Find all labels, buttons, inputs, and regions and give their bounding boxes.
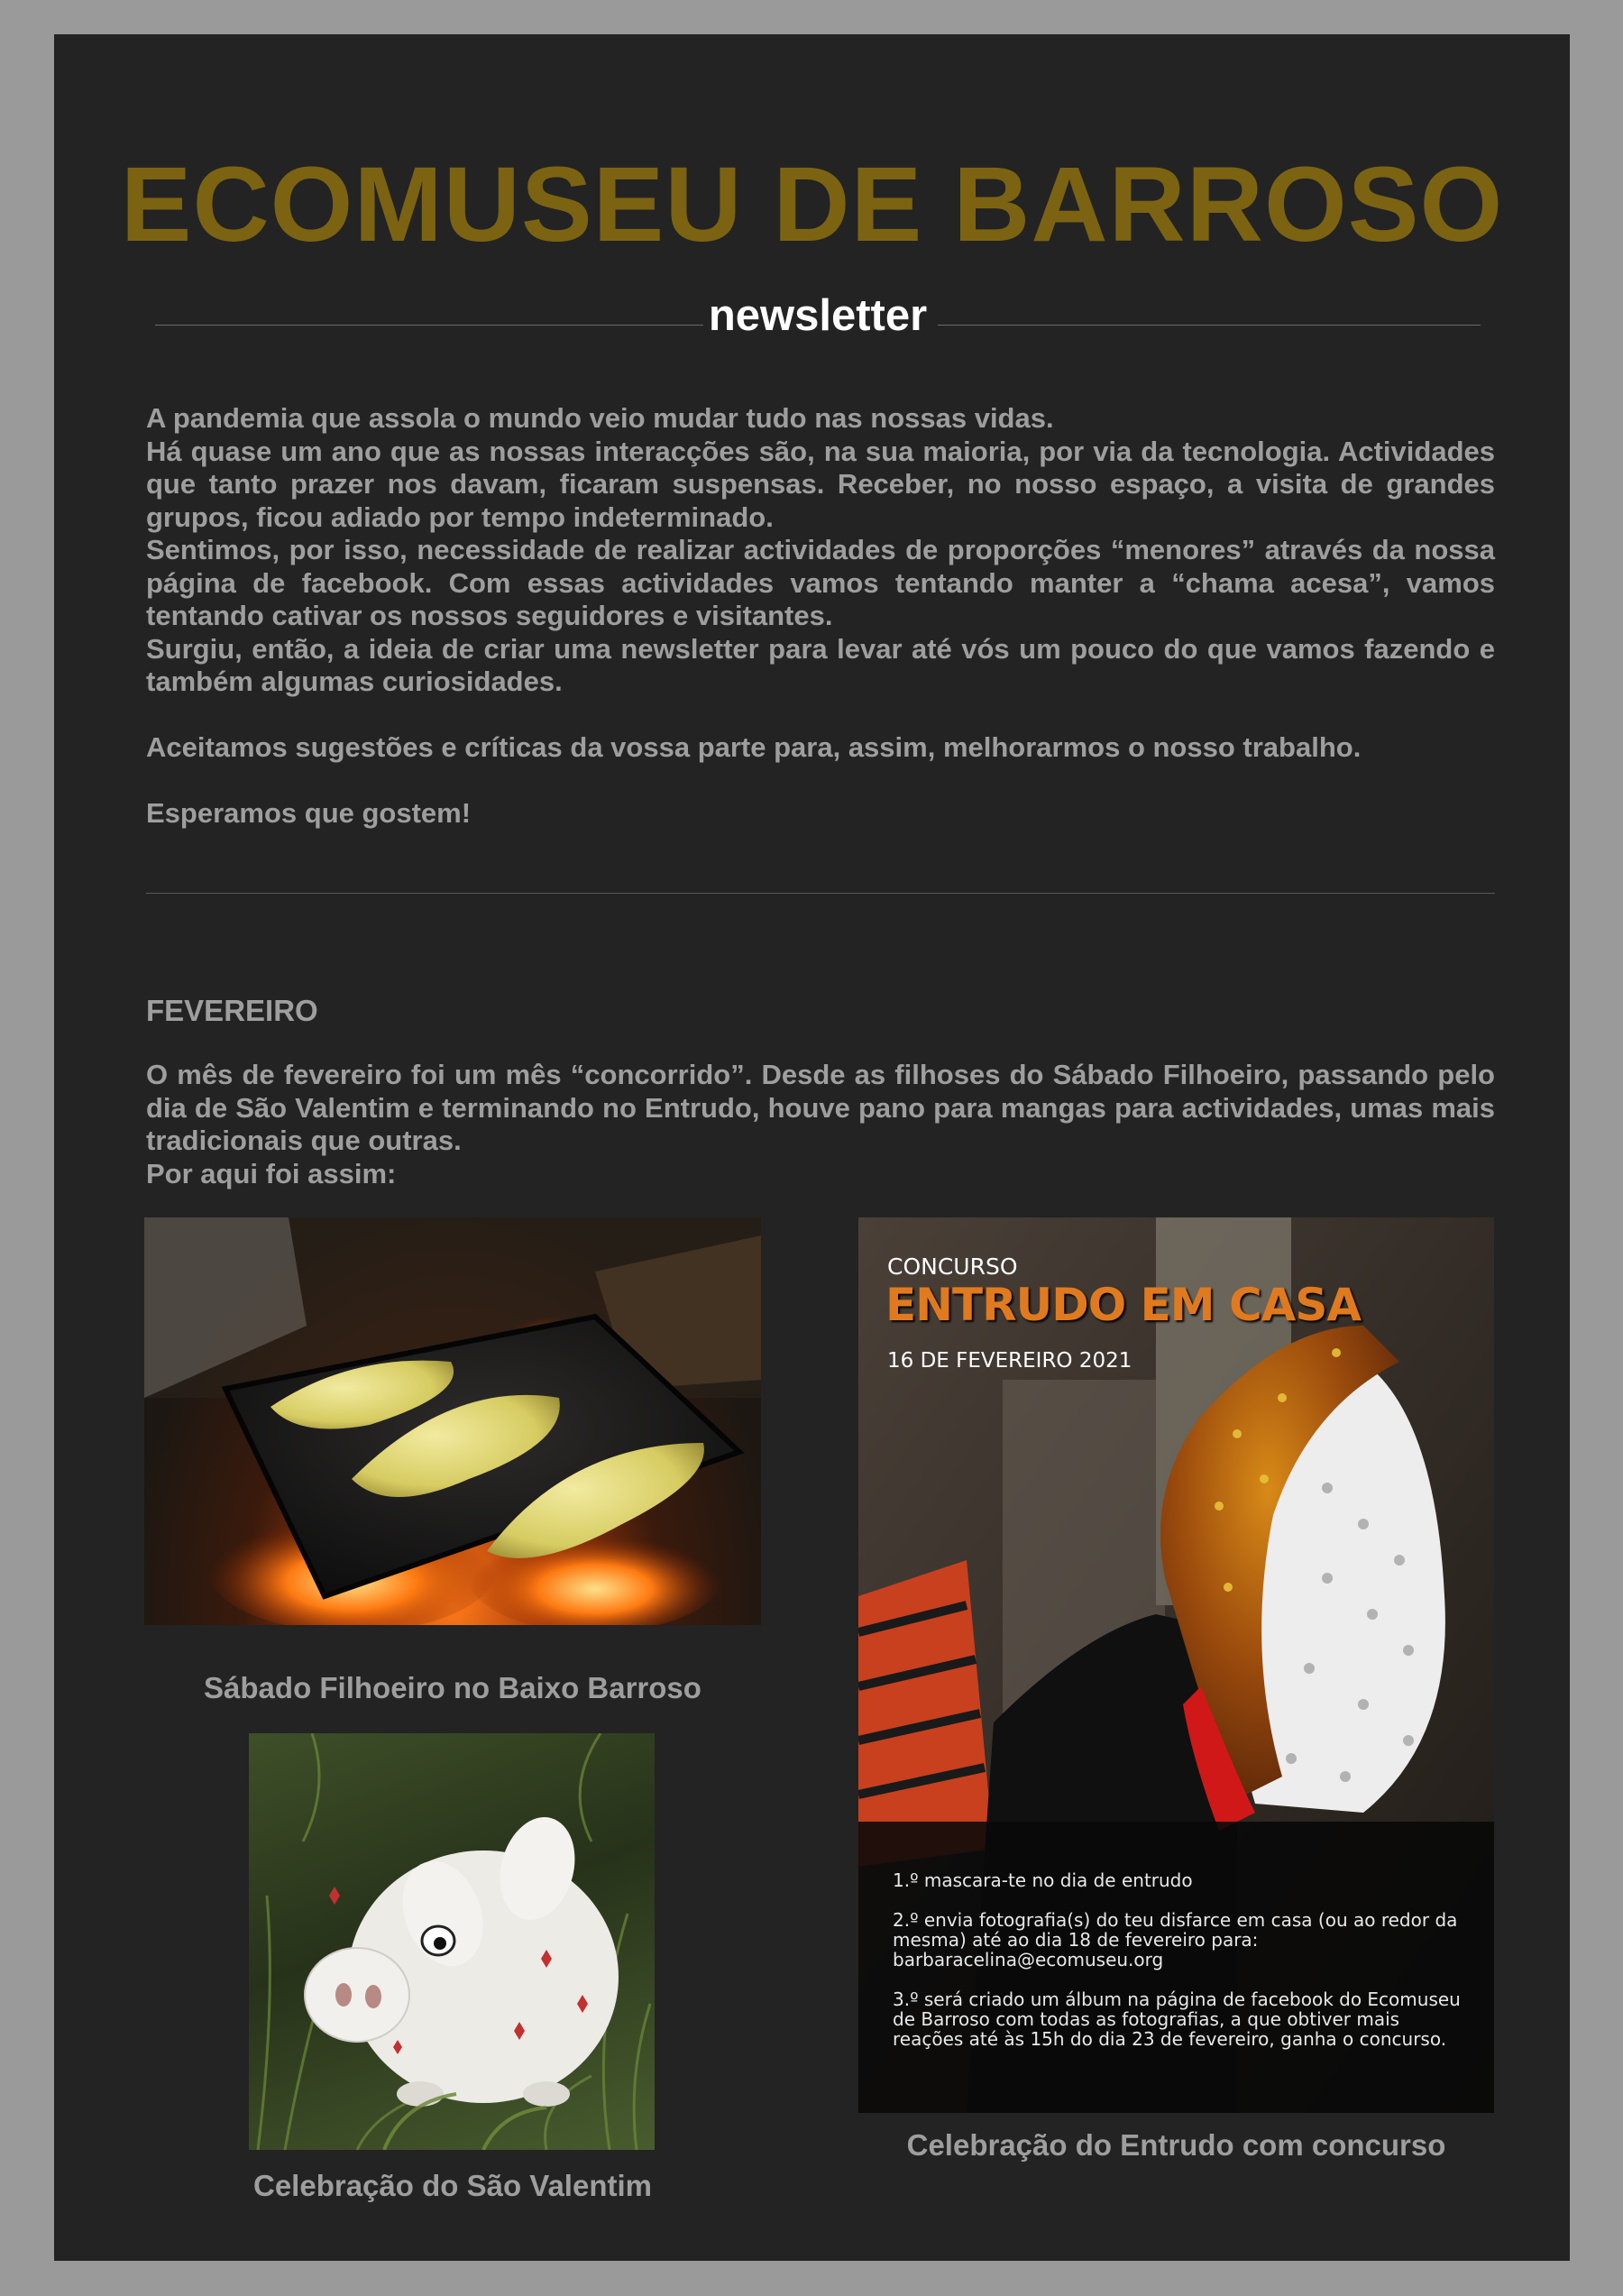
poster-step-3: 3.º será criado um álbum na página de facebook do Ecomuseu de Barroso com todas as fotografias, a que obtiver mais reações até às 15h do dia 23 de fevereiro, ganha o concurso.	[893, 1988, 1461, 2050]
entrudo-caption: Celebração do Entrudo com concurso	[906, 2128, 1446, 2162]
valentim-photo	[249, 1733, 655, 2150]
intro-line: A pandemia que assola o mundo veio mudar tudo nas nossas vidas.	[146, 402, 1054, 434]
poster-kicker: CONCURSO	[887, 1254, 1018, 1280]
valentim-caption: Celebração do São Valentim	[253, 2169, 652, 2202]
filhoses-photo	[144, 1217, 761, 1625]
february-heading: FEVEREIRO	[146, 994, 318, 1027]
poster-steps-panel	[858, 1822, 1494, 2113]
entrudo-poster	[858, 1217, 1494, 2113]
poster-step-2: 2.º envia fotografia(s) do teu disfarce em casa (ou ao redor da mesma) até ao dia 18 de fevereiro para: barbaracelina@ecomuseu.org	[893, 1909, 1458, 1970]
piggy-bank-illustration	[249, 1733, 655, 2150]
filhoses-caption: Sábado Filhoeiro no Baixo Barroso	[204, 1671, 701, 1704]
newsletter-subtitle-row	[155, 289, 1481, 352]
intro-line: Surgiu, então, a ideia de criar uma newsletter para levar até vós um pouco do que vamos fazendo e também algumas curiosidades.	[146, 632, 1495, 697]
section-divider	[146, 893, 1495, 894]
intro-closing: Esperamos que gostem!	[146, 797, 472, 829]
february-paragraph: O mês de fevereiro foi um mês “concorrido”. Desde as filhoses do Sábado Filhoeiro, passando pelo dia de São Valentim e terminando no Entrudo, houve pano para mangas para actividades, umas mais tradicionais que outras.	[146, 1059, 1495, 1156]
poster-title: ENTRUDO EM CASA	[885, 1279, 1362, 1331]
newsletter-subtitle: newsletter	[708, 291, 928, 340]
intro-line: Há quase um ano que as nossas interacções são, na sua maioria, por via da tecnologia. Actividades que tanto prazer nos davam, ficaram suspensas. Receber, no nosso espaço, a visita de grandes grupos, ficou adiado por tempo indeterminado.	[146, 435, 1495, 533]
intro-line: Sentimos, por isso, necessidade de realizar actividades de proporções “menores” através da nossa página de facebook. Com essas actividades vamos tentando manter a “chama acesa”, vamos tentando cativar os nossos seguidores e visitantes.	[146, 534, 1495, 631]
poster-date: 16 DE FEVEREIRO 2021	[887, 1349, 1132, 1373]
intro-suggestions: Aceitamos sugestões e críticas da vossa parte para, assim, melhorarmos o nosso trabalho.	[146, 731, 1362, 763]
february-text	[146, 1059, 1495, 1190]
filhoses-illustration	[144, 1217, 761, 1625]
newsletter-title: ECOMUSEU DE BARROSO	[120, 145, 1504, 264]
poster-step-1: 1.º mascara-te no dia de entrudo	[893, 1869, 1193, 1891]
newsletter-page	[54, 34, 1570, 2261]
intro-text	[146, 402, 1495, 831]
february-paragraph-2: Por aqui foi assim:	[146, 1157, 397, 1189]
